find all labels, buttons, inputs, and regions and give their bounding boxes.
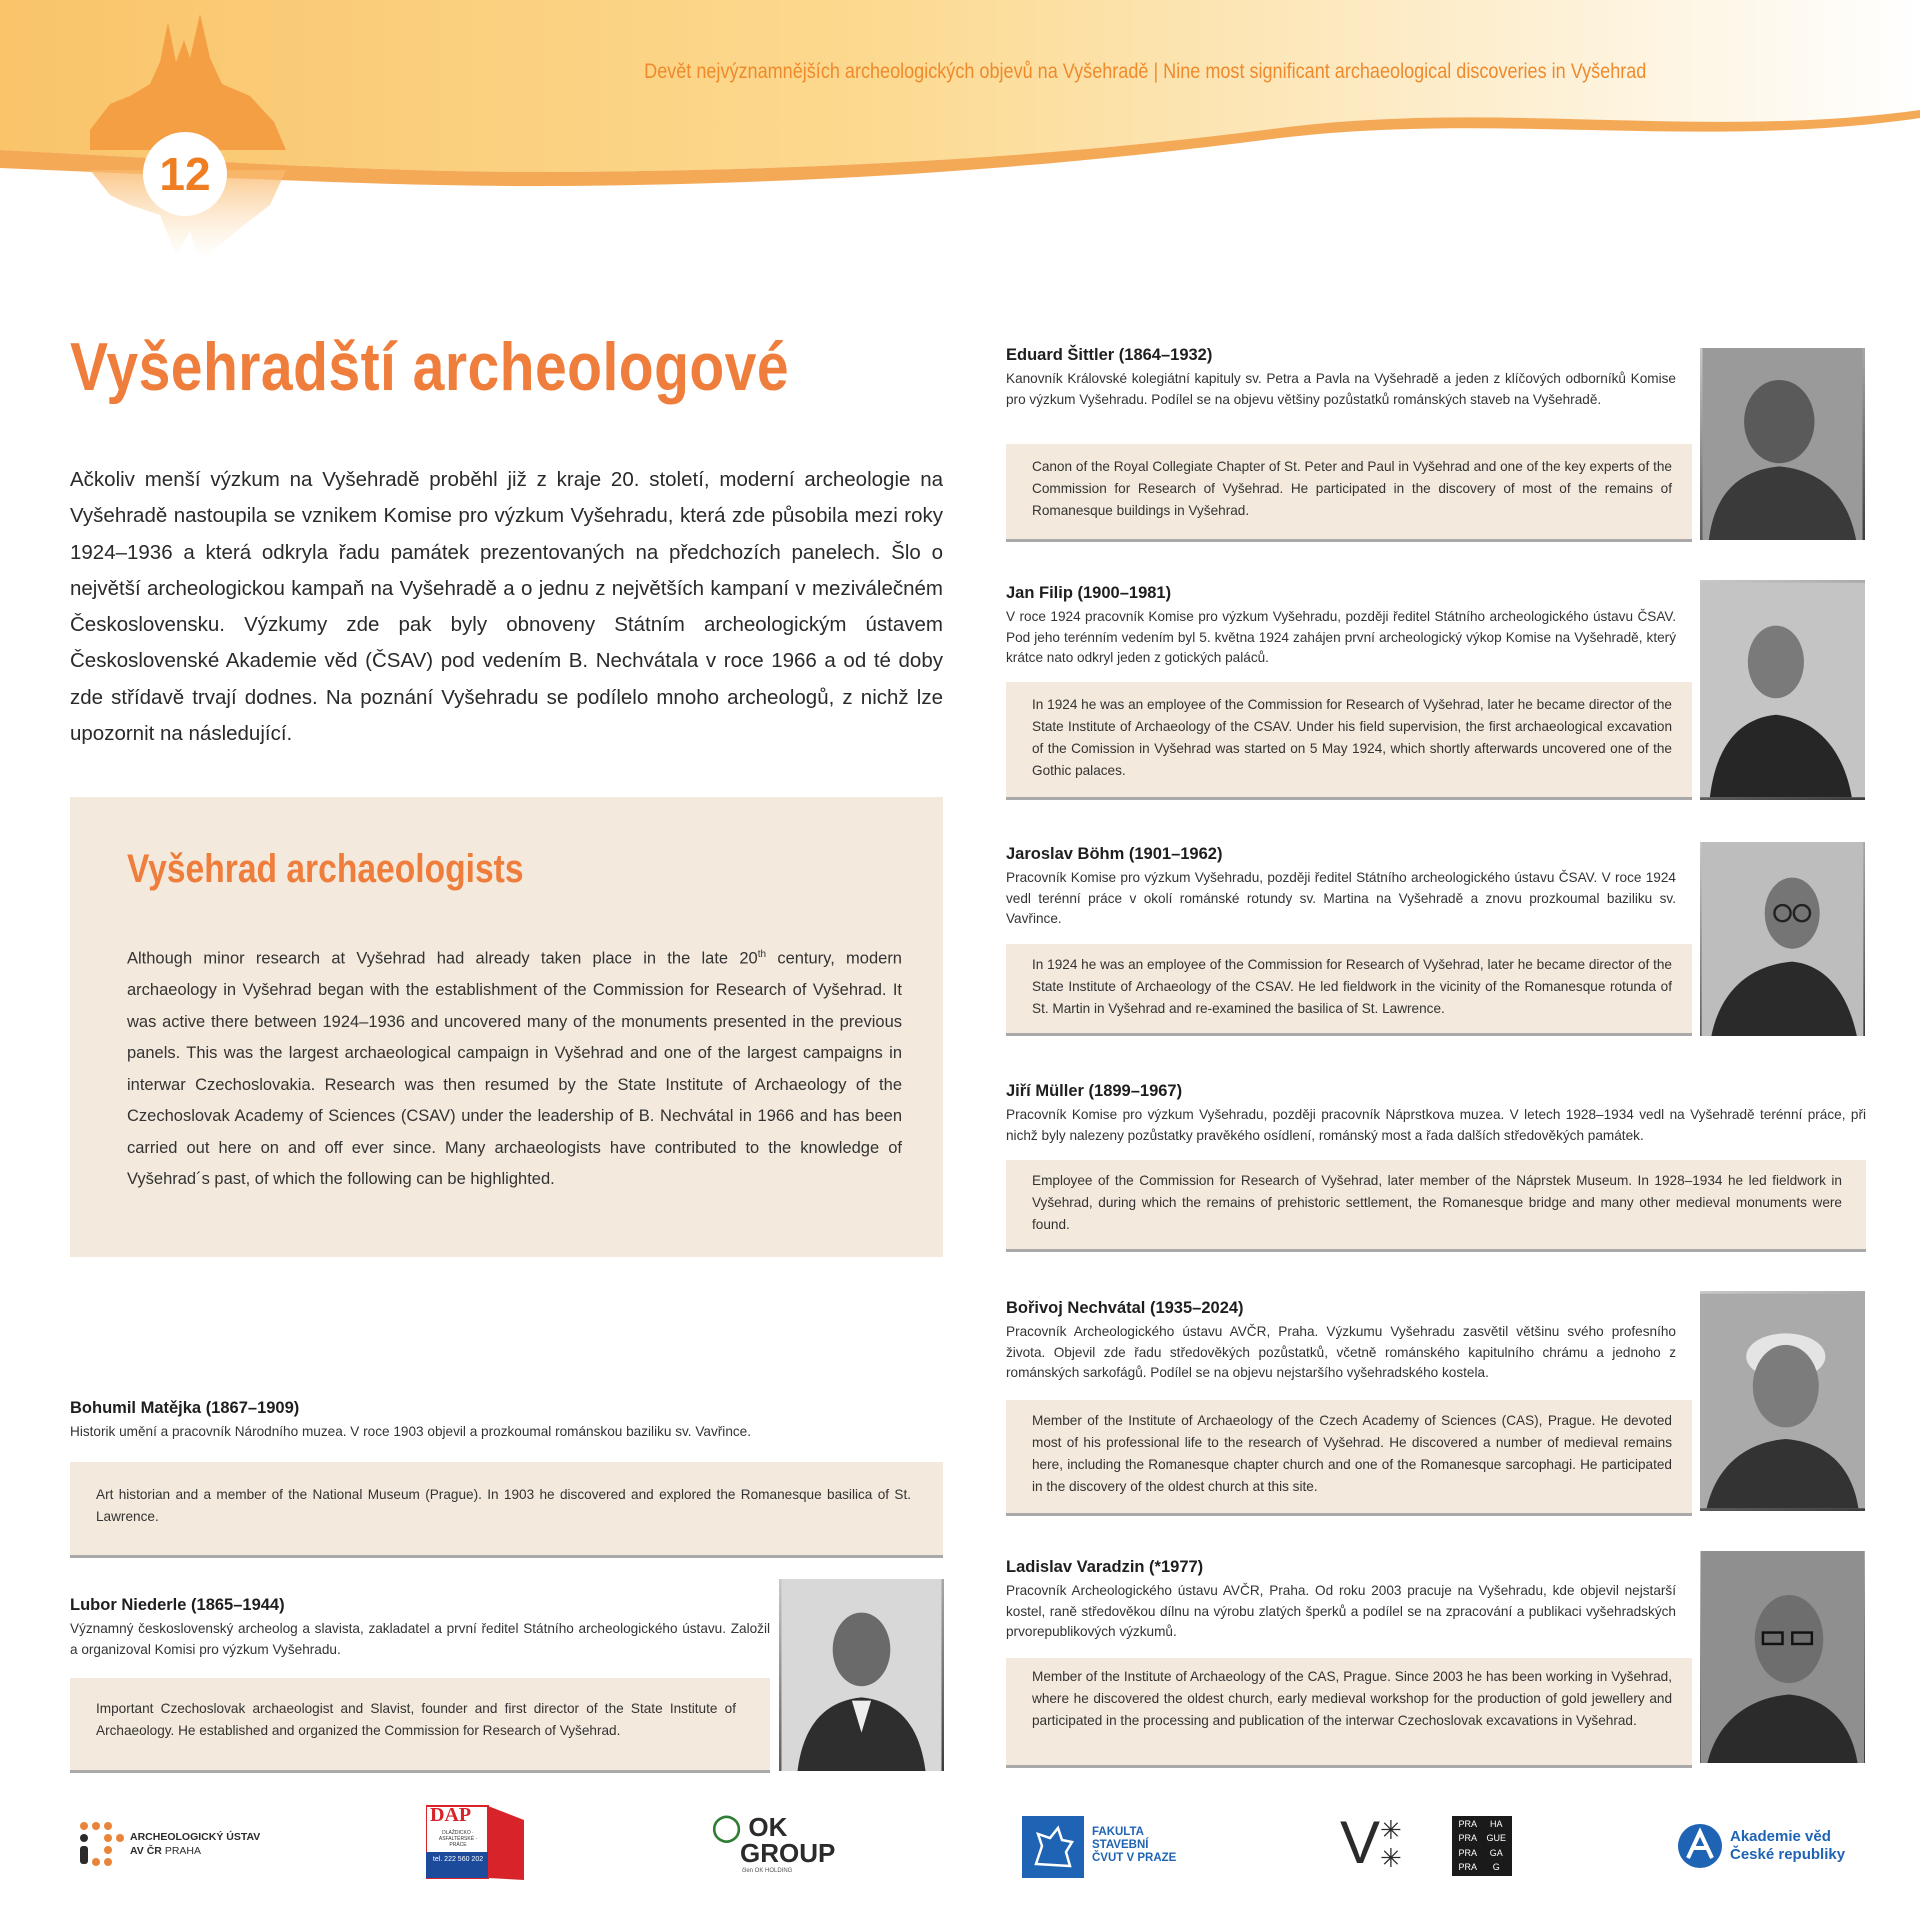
header-banner (0, 0, 1920, 280)
v-letter: V (1340, 1809, 1381, 1876)
av-line1: Akademie věd (1730, 1828, 1831, 1845)
praha-cell: PRA (1458, 1819, 1477, 1829)
person-name-muller: Jiří Müller (1899–1967) (1006, 1082, 1183, 1100)
portrait-sittler (1700, 348, 1865, 540)
portrait-filip (1700, 580, 1865, 800)
person-bio-en-bohm: In 1924 he was an employee of the Commission for Research of Vyšehrad, later he became director of the State Institute of Archaeology of the CSAV. He led fieldwork in the vicinity of the Romanesque rotunda of St. Martin in Vyšehrad and re-examined the basilica of St. Lawrence. (1032, 957, 1672, 1016)
person-bio-cz-bohm: Pracovník Komise pro výzkum Vyšehradu, později ředitel Státního archeologického ústavu ČSAV. V roce 1924 vedl terénní práce v okolí románské rotundy sv. Martina na Vyšehradě a znovu prozkoumal baziliku sv. Vavřince. (1006, 870, 1676, 926)
ok-line1: OK (748, 1812, 788, 1842)
intro-text-cz: Ačkoliv menší výzkum na Vyšehradě proběhl již z kraje 20. století, moderní archeologie na Vyšehradě nastoupila se vznikem Komise pro výzkum Vyšehradu, která zde působila mezi roky 1924–1936 a která odkryla řadu památek prezentovaných na předchozích panelech. Šlo o největší archeologickou kampaň na Vyšehradě a o jednu z největších kampaní v meziválečném Československu. Výzkumy zde pak byly obnoveny Státním archeologickým ústavem Československé Akademie věd (ČSAV) pod vedením B. Nechvátala v roce 1966 a od té doby zde střídavě trvají dodnes. Na poznání Vyšehradu se podílelo mnoho archeologů, z nichž lze upozornit na následující. (70, 468, 943, 746)
logo-fsv-cvut (1022, 1816, 1202, 1878)
logo-praha (1452, 1816, 1512, 1876)
person-bio-en-box-matejka (70, 1462, 943, 1558)
person-bio-cz-varadzin: Pracovník Archeologického ústavu AVČR, Praha. Od roku 2003 pracuje na Vyšehradu, kde objevil nejstarší kostel, raně středověkou dílnu na výrobu zlatých šperků a podílel se na zpracování a publikaci vyšehradských prvorepublikových výzkumů. (1006, 1583, 1676, 1639)
ok-leaf-icon: ◯ (712, 1812, 742, 1842)
person-bio-en-filip: In 1924 he was an employee of the Commission for Research of Vyšehrad, later he became director of the State Institute of Archaeology of the CSAV. Under his field supervision, the first archaeological excavation of the Comission in Vyšehrad was started on 5 May 1924, which shortly afterwards uncovered one of the Gothic palaces. (1032, 697, 1672, 778)
person-bio-en-box-nechvatal (1006, 1400, 1692, 1516)
person-bio-en-box-varadzin (1006, 1658, 1692, 1768)
logo-dap (426, 1800, 526, 1880)
logo-archeologicky-ustav (78, 1818, 268, 1870)
praha-cell: PRA (1458, 1861, 1477, 1872)
dap-tel: tel. 222 560 202 (432, 1856, 484, 1863)
au-line1: ARCHEOLOGICKÝ ÚSTAV (130, 1831, 261, 1843)
person-name-nechvatal: Bořivoj Nechvátal (1935–2024) (1006, 1299, 1244, 1317)
asterisk-icon: ✳ ✳ (1380, 1815, 1402, 1873)
fsv-line2: STAVEBNÍ (1092, 1839, 1149, 1851)
fsv-line3: ČVUT V PRAZE (1092, 1852, 1177, 1864)
person-bio-cz-niederle: Významný československý archeolog a slavista, zakladatel a první ředitel Státního archeologického ústavu. Založil a organizoval Komisi pro výzkum Vyšehradu. (70, 1621, 770, 1657)
praha-cell: GA (1489, 1847, 1503, 1858)
person-bio-en-muller: Employee of the Commission for Research of Vyšehrad, later member of the Náprstek Museum. In 1928–1934 he led fieldwork in Vyšehrad, during which the remains of prehistoric settlement, the Romanesque bridge and many other medieval monuments were found. (1032, 1173, 1842, 1232)
person-bio-cz-nechvatal: Pracovník Archeologického ústavu AVČR, Praha. Výzkumu Vyšehradu zasvětil většinu svého profesního života. Objevil zde řadu středověkých pozůstatků, včetně románského kapitulního chrámu a jednoho z románských sarkofágů. Podílel se na objevu nejstaršího vyšehradského kostela. (1006, 1324, 1676, 1380)
praha-cell: PRA (1458, 1847, 1477, 1858)
praha-cell: G (1492, 1861, 1500, 1872)
english-summary-box (70, 797, 943, 1257)
fsv-line1: FAKULTA (1092, 1826, 1144, 1838)
page-title: Vyšehradští archeologové (70, 329, 790, 405)
logo-akademie-ved (1678, 1822, 1878, 1872)
english-title: Vyšehrad archaeologists (127, 847, 524, 891)
portrait-bohm (1700, 842, 1865, 1036)
portrait-varadzin (1700, 1551, 1865, 1763)
person-bio-en-box-niederle (70, 1678, 770, 1773)
au-line3: PRAHA (164, 1845, 201, 1857)
ok-line2: GROUP (740, 1838, 836, 1868)
person-bio-en-box-bohm (1006, 944, 1692, 1036)
praha-cell: GUE (1486, 1833, 1506, 1844)
person-bio-en-box-sittler (1006, 444, 1692, 542)
person-bio-cz-sittler: Kanovník Královské kolegiátní kapituly sv. Petra a Pavla na Vyšehradě a jeden z klíčových odborníků Komise pro výzkum Vyšehradu. Podílel se na objevu většiny pozůstatků románských staveb na Vyšehradě. (1006, 371, 1676, 407)
person-bio-en-varadzin: Member of the Institute of Archaeology of the CAS, Prague. Since 2003 he has been working in Vyšehrad, where he discovered the oldest church, early medieval workshop for the production of gold jewellery and participated in the processing and publication of the interwar Czechoslovak excavations in Vyšehrad. (1032, 1669, 1672, 1728)
english-text: Although minor research at Vyšehrad had already taken place in the late 20th century, modern archaeology in Vyšehrad began with the establishment of the Commission for Research of Vyšehrad. It was active there between 1924–1936 and uncovered many of the monuments presented in the previous panels. This was the largest archaeological campaign in Vyšehrad and one of the largest campaigns in interwar Czechoslovakia. Research was then resumed by the State Institute of Archaeology of the Czechoslovak Academy of Sciences (CSAV) under the leadership of B. Nechvátal in 1966 and has been carried out here on and off ever since. Many archaeologists have contributed to the knowledge of Vyšehrad´s past, of which the following can be highlighted. (127, 949, 902, 1188)
au-line2: AV ČR (130, 1845, 162, 1857)
ok-sub: člen OK HOLDING (742, 1868, 793, 1874)
series-title: Devět nejvýznamnějších archeologických objevů na Vyšehradě | Nine most significant archaeological discoveries in Vyšehrad (643, 60, 1646, 83)
person-bio-en-box-filip (1006, 682, 1692, 800)
person-bio-en-niederle: Important Czechoslovak archaeologist and Slavist, founder and first director of the State Institute of Archaeology. He established and organized the Commission for Research of Vyšehrad. (96, 1701, 736, 1738)
person-name-varadzin: Ladislav Varadzin (*1977) (1006, 1558, 1204, 1576)
person-bio-cz-matejka: Historik umění a pracovník Národního muzea. V roce 1903 objevil a prozkoumal románskou baziliku sv. Vavřince. (70, 1424, 752, 1439)
person-bio-en-sittler: Canon of the Royal Collegiate Chapter of St. Peter and Paul in Vyšehrad and one of the key experts of the Commission for Research of Vyšehrad. He participated in the discovery of most of the remains of Romanesque buildings in Vyšehrad. (1032, 459, 1672, 518)
praha-cell: HA (1489, 1819, 1503, 1829)
person-name-matejka: Bohumil Matějka (1867–1909) (70, 1399, 300, 1417)
person-bio-cz-filip: V roce 1924 pracovník Komise pro výzkum Vyšehradu, později ředitel Státního archeologického ústavu ČSAV. Pod jeho terénním vedením byl 5. května 1924 zahájen první archeologický výkop Komise na Vyšehradě, který krátce nato odkryl jeden z gotických paláců. (1006, 609, 1676, 665)
person-name-filip: Jan Filip (1900–1981) (1006, 584, 1172, 602)
av-line2: České republiky (1730, 1846, 1846, 1863)
person-bio-en-box-muller (1006, 1160, 1866, 1252)
praha-cell: PRA (1458, 1833, 1477, 1844)
person-bio-en-matejka: Art historian and a member of the National Museum (Prague). In 1903 he discovered and explored the Romanesque basilica of St. Lawrence. (96, 1487, 911, 1524)
person-bio-en-nechvatal: Member of the Institute of Archaeology of the Czech Academy of Sciences (CAS), Prague. He devoted most of his professional life to the research of Vyšehrad. He discovered a number of medieval remains here, including the Romanesque chapter church and one of the Romanesque sarcophagi. He participated in the discovery of the oldest church at this site. (1032, 1413, 1672, 1494)
person-name-sittler: Eduard Šittler (1864–1932) (1006, 346, 1213, 364)
portrait-niederle (779, 1579, 944, 1771)
au-dots-icon (78, 1820, 124, 1866)
person-name-niederle: Lubor Niederle (1865–1944) (70, 1596, 285, 1614)
panel-number-badge: 12 (143, 132, 227, 216)
logo-v-stars (1340, 1809, 1406, 1880)
portrait-nechvatal (1700, 1291, 1865, 1511)
dap-label: DAP (430, 1804, 472, 1826)
logo-ok-group (712, 1814, 852, 1874)
cvut-lion-icon (1022, 1816, 1084, 1878)
person-name-bohm: Jaroslav Böhm (1901–1962) (1006, 845, 1223, 863)
av-circle-icon (1678, 1824, 1722, 1868)
person-bio-cz-muller: Pracovník Komise pro výzkum Vyšehradu, později pracovník Náprstkova muzea. V letech 1928–1934 vedl na Vyšehradě terénní práce, při nichž byly nalezeny pozůstatky pravěkého osídlení, románský most a řada dalších středověkých památek. (1006, 1107, 1866, 1143)
dap-sub: DLAŽDICKO · ASFALTÉRSKÉ · PRÁCE (438, 1830, 478, 1848)
